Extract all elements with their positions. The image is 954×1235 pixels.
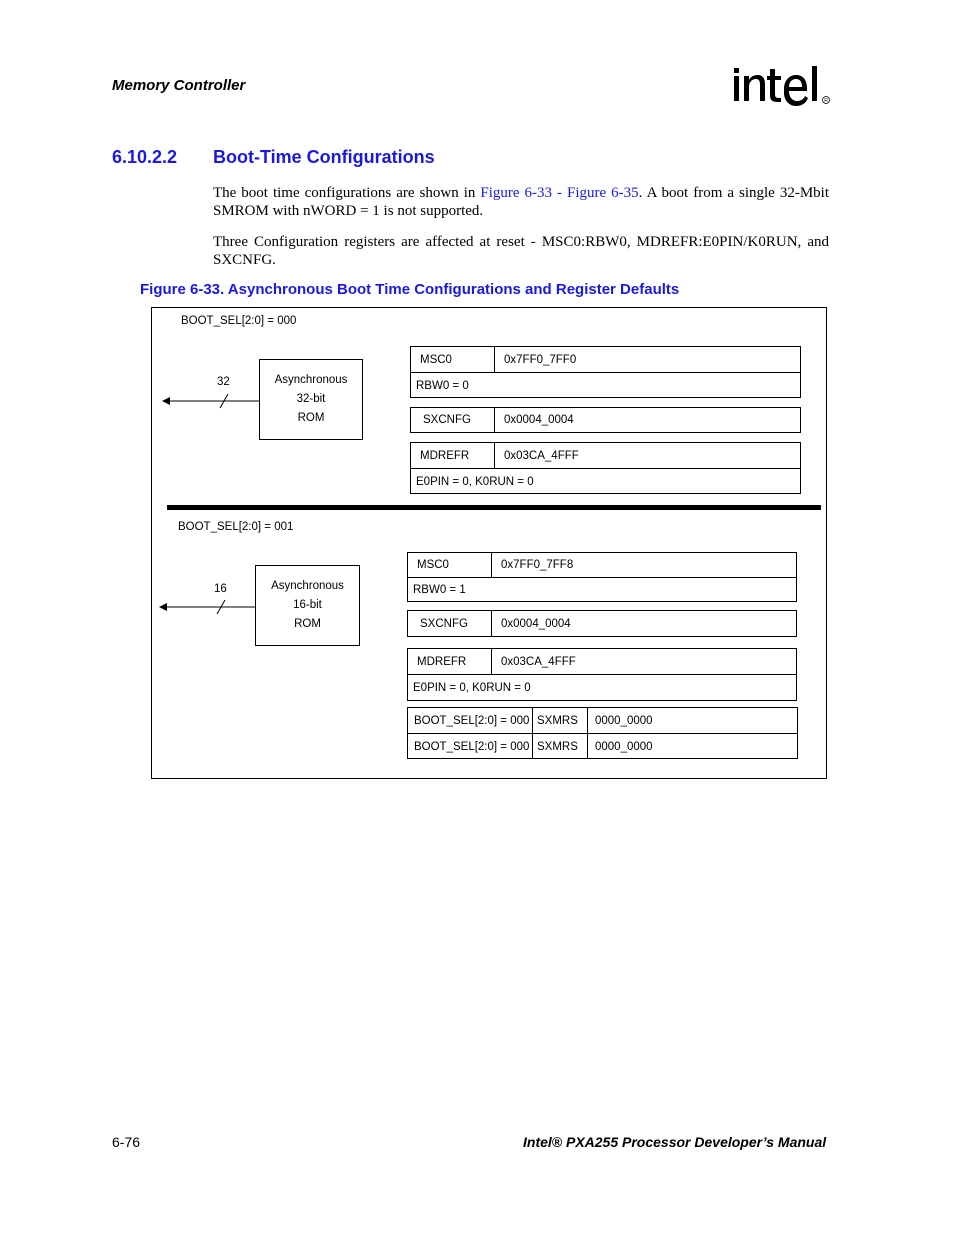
sxmrs-name: SXMRS <box>533 734 588 759</box>
rom-width: 16-bit <box>293 599 322 611</box>
figure-caption: Figure 6-33. Asynchronous Boot Time Configurations and Register Defaults <box>140 281 680 298</box>
register-field: RBW0 = 0 <box>416 379 469 392</box>
msc0-register-1 <box>410 346 801 398</box>
bus-arrow-32 <box>160 390 260 412</box>
bus-arrow-16 <box>157 596 257 618</box>
sxcnfg-register-2 <box>407 610 797 637</box>
register-field: E0PIN = 0, K0RUN = 0 <box>413 681 531 694</box>
section-title: Boot-Time Configurations <box>213 147 435 167</box>
register-name: MSC0 <box>408 553 492 577</box>
sxmrs-value: 0000_0000 <box>595 714 653 727</box>
rom-type: Asynchronous <box>274 374 348 386</box>
register-name: SXCNFG <box>408 611 492 636</box>
sxmrs-boot-sel: BOOT_SEL[2:0] = 000 <box>408 734 533 759</box>
register-name: MDREFR <box>408 649 492 674</box>
rom-16bit <box>255 565 360 646</box>
rom-type: Asynchronous <box>271 580 344 592</box>
register-value: 0x7FF0_7FF0 <box>504 353 577 366</box>
figure-link-6-35[interactable]: Figure 6-35 <box>567 185 639 201</box>
register-value: 0x0004_0004 <box>501 617 571 630</box>
register-field: E0PIN = 0, K0RUN = 0 <box>416 475 534 488</box>
rom-width: 32-bit <box>296 393 326 405</box>
link-separator: - <box>552 185 567 201</box>
rom-label: ROM <box>294 618 321 630</box>
section-number: 6.10.2.2 <box>112 147 178 167</box>
mdrefr-register-1 <box>410 442 801 494</box>
sxmrs-table <box>407 707 798 759</box>
rom-label: ROM <box>297 412 325 424</box>
register-value: 0x03CA_4FFF <box>501 655 576 668</box>
svg-text:R: R <box>824 97 828 104</box>
sxmrs-name: SXMRS <box>533 708 588 733</box>
sxmrs-row <box>408 708 797 733</box>
register-field: RBW0 = 1 <box>413 584 466 596</box>
bus-width-label: 32 <box>217 376 230 388</box>
register-value: 0x03CA_4FFF <box>504 449 579 462</box>
rom-32bit <box>259 359 363 440</box>
intel-logo <box>732 60 832 118</box>
boot-sel-label-001: BOOT_SEL[2:0] = 001 <box>178 521 294 533</box>
sxcnfg-register-1 <box>410 407 801 433</box>
msc0-register-2 <box>407 552 797 602</box>
register-value: 0x7FF0_7FF8 <box>501 559 574 571</box>
config-divider <box>167 505 821 510</box>
sxmrs-row <box>408 733 797 759</box>
sxmrs-boot-sel: BOOT_SEL[2:0] = 000 <box>408 708 533 733</box>
register-name: SXCNFG <box>411 408 495 432</box>
mdrefr-register-2 <box>407 648 797 701</box>
register-name: MDREFR <box>411 443 495 468</box>
paragraph-intro <box>213 184 829 220</box>
figure-link-6-33[interactable]: Figure 6-33 <box>480 185 553 201</box>
register-value: 0x0004_0004 <box>504 414 574 426</box>
running-header: Memory Controller <box>112 77 246 94</box>
register-name: MSC0 <box>411 347 495 372</box>
bus-width-label: 16 <box>214 583 227 595</box>
paragraph-registers: Three Configuration registers are affected at reset - MSC0:RBW0, MDREFR:E0PIN/K0RUN, and SXCNFG. <box>213 234 829 268</box>
page-number: 6-76 <box>112 1134 141 1150</box>
sxmrs-value: 0000_0000 <box>595 740 653 753</box>
para-text: . A boot from a single 32-Mbit SMROM with nWORD = 1 is not supported. <box>213 185 829 219</box>
manual-title: Intel® PXA255 Processor Developer’s Manual <box>523 1134 827 1150</box>
para-text: The boot time configurations are shown in <box>213 185 481 201</box>
boot-sel-label-000: BOOT_SEL[2:0] = 000 <box>181 315 297 327</box>
